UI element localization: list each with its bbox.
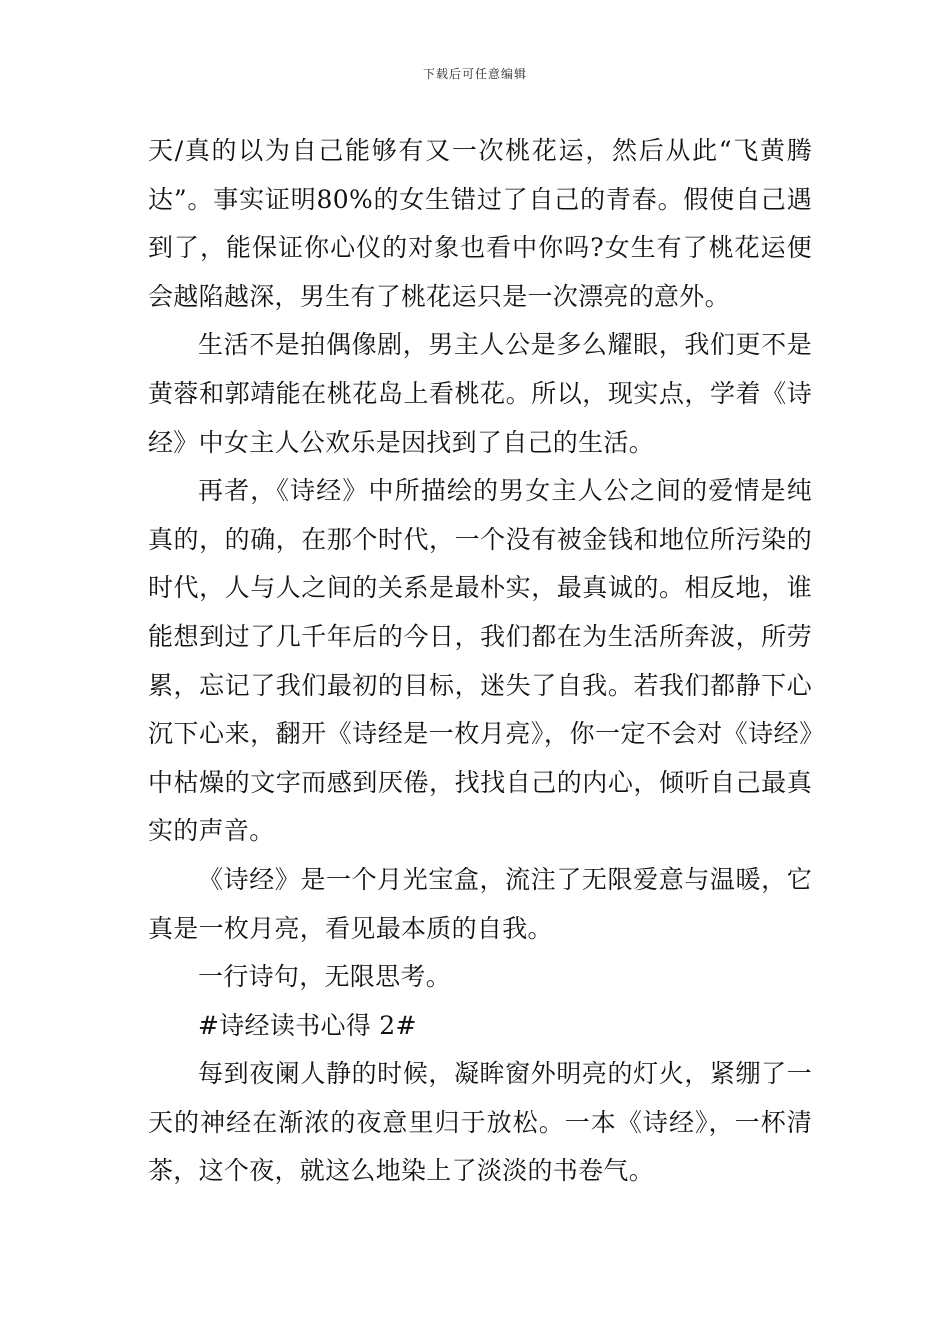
paragraph: 每到夜阑人静的时候，凝眸窗外明亮的灯火，紧绷了一天的神经在渐浓的夜意里归于放松。一本《诗经》，一杯清茶，这个夜，就这么地染上了淡淡的书卷气。 [148, 1059, 812, 1186]
section-heading: #诗经读书心得 2# [198, 1010, 417, 1040]
paragraph: 生活不是拍偶像剧，男主人公是多么耀眼，我们更不是黄蓉和郭靖能在桃花岛上看桃花。所以，现实点，学着《诗经》中女主人公欢乐是因找到了自己的生活。 [148, 330, 812, 457]
paragraph: 天/真的以为自己能够有又一次桃花运，然后从此“飞黄腾达”。事实证明80%的女生错过了自己的青春。假使自己遇到了，能保证你心仪的对象也看中你吗?女生有了桃花运便会越陷越深，男生有了桃花运只是一次漂亮的意外。 [148, 136, 812, 311]
paragraph: 一行诗句，无限思考。 [198, 962, 452, 992]
paragraph: 再者，《诗经》中所描绘的男女主人公之间的爱情是纯真的，的确，在那个时代，一个没有被金钱和地位所污染的时代，人与人之间的关系是最朴实，最真诚的。相反地，谁能想到过了几千年后的今日，我们都在为生活所奔波，所劳累，忘记了我们最初的目标，迷失了自我。若我们都静下心沉下心来，翻开《诗经是一枚月亮》，你一定不会对《诗经》中枯燥的文字而感到厌倦，找找自己的内心，倾听自己最真实的声音。 [148, 476, 812, 846]
paragraph: 《诗经》是一个月光宝盒，流注了无限爱意与温暖，它真是一枚月亮，看见最本质的自我。 [148, 864, 812, 943]
document-body [148, 127, 812, 1196]
page-header: 下载后可任意编辑 [422, 67, 527, 81]
